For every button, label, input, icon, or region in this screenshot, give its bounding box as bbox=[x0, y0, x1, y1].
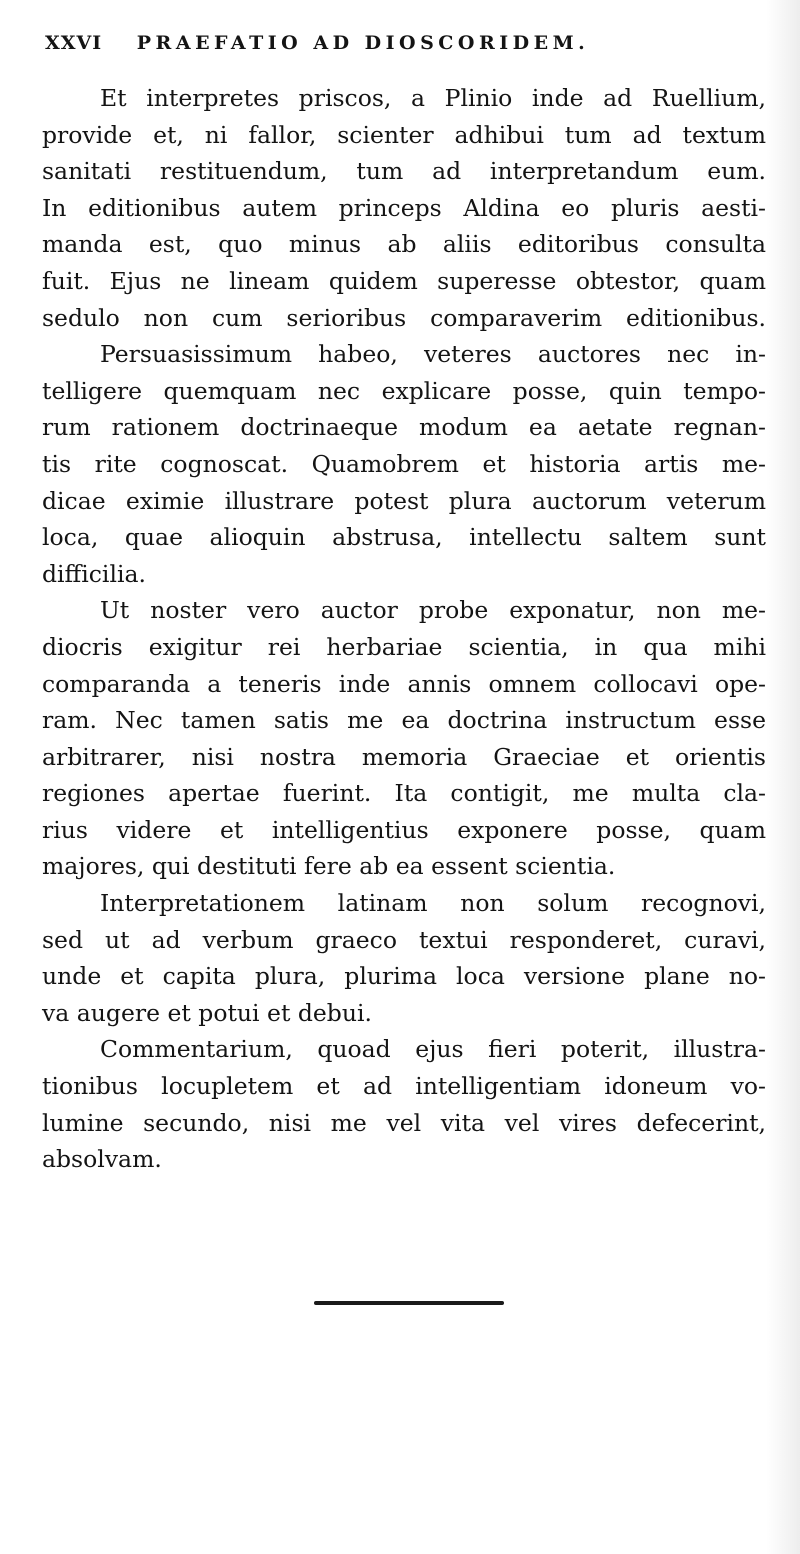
body-text bbox=[42, 80, 766, 1178]
text-line: dicae eximie illustrare potest plura auctorum veterum bbox=[42, 486, 766, 515]
text-line: telligere quemquam nec explicare posse, quin tempo- bbox=[42, 376, 766, 405]
text-line: provide et, ni fallor, scienter adhibui tum ad textum bbox=[42, 120, 766, 149]
text-line: tionibus locupletem et ad intelligentiam idoneum vo- bbox=[42, 1072, 766, 1101]
text-line: rum rationem doctrinaeque modum ea aetate regnan- bbox=[42, 413, 766, 442]
text-line: majores, qui destituti fere ab ea essent scientia. bbox=[42, 852, 616, 881]
text-line: fuit. Ejus ne lineam quidem superesse obtestor, quam bbox=[42, 266, 766, 295]
text-line: manda est, quo minus ab aliis editoribus consulta bbox=[42, 230, 766, 259]
text-line: Ut noster vero auctor probe exponatur, non me- bbox=[100, 596, 766, 625]
text-line: Interpretationem latinam non solum recognovi, bbox=[100, 889, 766, 918]
text-line: rius videre et intelligentius exponere posse, quam bbox=[42, 815, 766, 844]
page-edge-shadow bbox=[766, 0, 800, 1554]
text-line: Et interpretes priscos, a Plinio inde ad Ruellium, bbox=[100, 84, 766, 112]
text-line: comparanda a teneris inde annis omnem collocavi ope- bbox=[42, 669, 766, 698]
text-line: difficilia. bbox=[42, 559, 146, 588]
text-line: In editionibus autem princeps Aldina eo pluris aesti- bbox=[42, 193, 766, 222]
running-head bbox=[45, 28, 765, 58]
text-line: va augere et potui et debui. bbox=[42, 998, 372, 1027]
paragraph-commentarium bbox=[42, 1031, 766, 1177]
text-line: diocris exigitur rei herbariae scientia, in qua mihi bbox=[42, 632, 766, 661]
text-line: unde et capita plura, plurima loca versione plane no- bbox=[42, 962, 766, 991]
running-title: PRAEFATIO AD DIOSCORIDEM. bbox=[136, 32, 590, 54]
text-line: regiones apertae fuerint. Ita contigit, me multa cla- bbox=[42, 779, 766, 808]
paragraph-interpretationem bbox=[42, 885, 766, 1031]
text-line: loca, quae alioquin abstrusa, intellectu saltem sunt bbox=[42, 523, 766, 552]
end-rule bbox=[314, 1301, 504, 1305]
text-line: Commentarium, quoad ejus fieri poterit, illustra- bbox=[100, 1035, 766, 1064]
text-line: sanitati restituendum, tum ad interpretandum eum. bbox=[42, 157, 766, 186]
text-line: arbitrarer, nisi nostra memoria Graeciae et orientis bbox=[42, 742, 766, 771]
text-line: ram. Nec tamen satis me ea doctrina instructum esse bbox=[42, 706, 766, 735]
text-line: sed ut ad verbum graeco textui responderet, curavi, bbox=[42, 925, 766, 954]
text-line: Persuasissimum habeo, veteres auctores nec in- bbox=[100, 340, 766, 369]
paragraph-interpretes bbox=[42, 80, 766, 336]
paragraph-persuasissimum bbox=[42, 336, 766, 592]
paragraph-ut-noster bbox=[42, 592, 766, 885]
text-line: lumine secundo, nisi me vel vita vel vires defecerint, bbox=[42, 1108, 766, 1137]
text-line: tis rite cognoscat. Quamobrem et historia artis me- bbox=[42, 449, 766, 478]
page-number: XXVI bbox=[45, 32, 103, 54]
text-line: sedulo non cum serioribus comparaverim editionibus. bbox=[42, 303, 766, 332]
text-line: absolvam. bbox=[42, 1145, 162, 1174]
